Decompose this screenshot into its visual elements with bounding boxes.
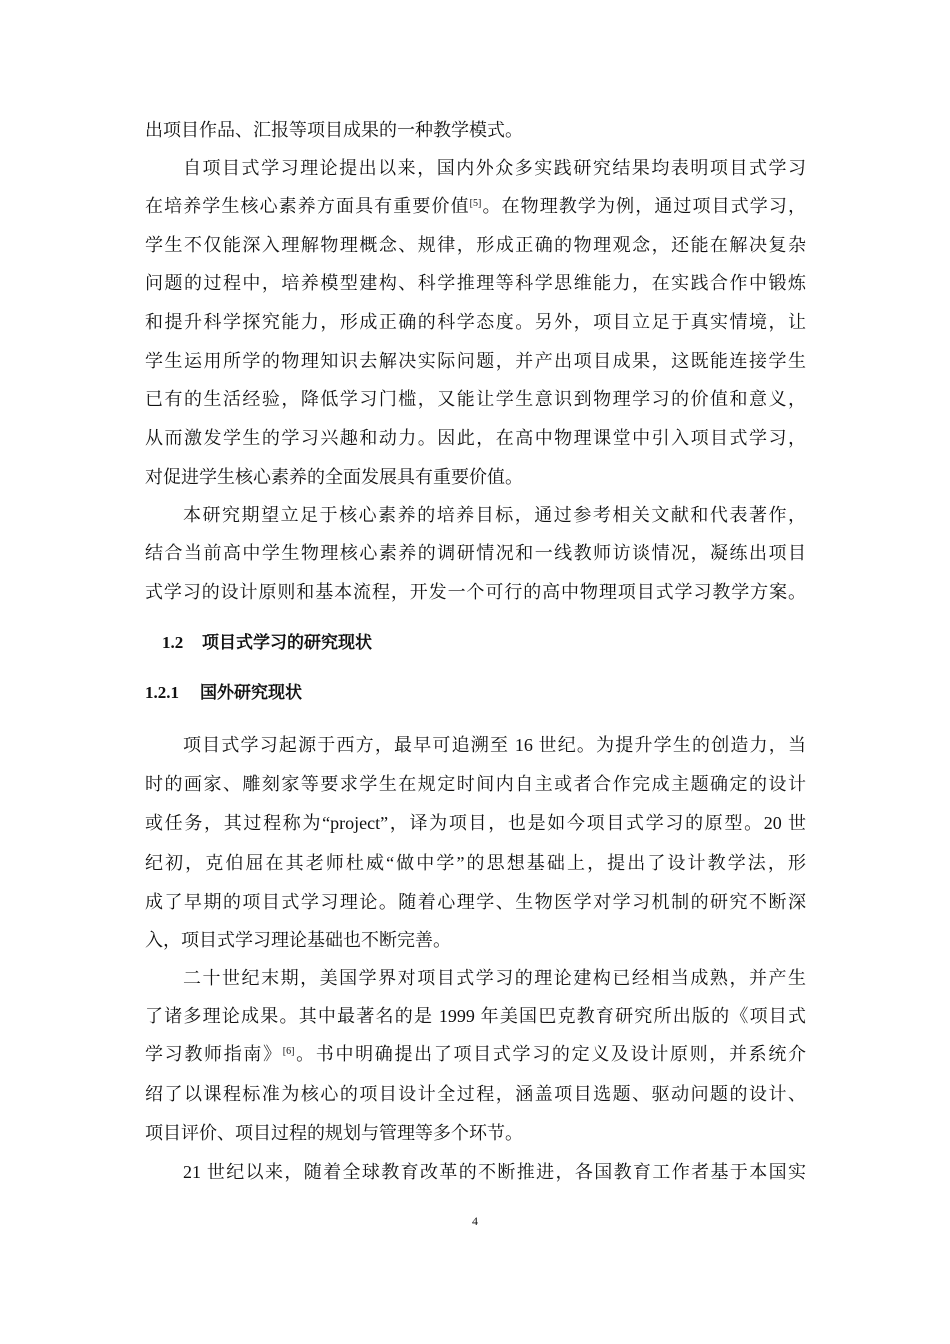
line-text: 和提升科学探究能力，形成正确的科学态度。另外，项目立足于真实情境，让 <box>145 312 806 332</box>
text-line <box>145 194 806 218</box>
page-number: 4 <box>472 1214 478 1228</box>
heading-title: 国外研究现状 <box>200 683 302 702</box>
text-line <box>145 118 806 142</box>
line-text: 。书中明确提出了项目式学习的定义及设计原则，并系统介 <box>294 1044 807 1064</box>
heading-number: 1.2.1 <box>145 683 179 702</box>
line-text: 入，项目式学习理论基础也不断完善。 <box>145 930 451 950</box>
line-text: 对促进学生核心素养的全面发展具有重要价值。 <box>145 467 523 487</box>
line-text: 项目评价、项目过程的规划与管理等多个环节。 <box>145 1123 523 1143</box>
text-line <box>183 966 806 990</box>
heading-number: 1.2 <box>162 633 184 652</box>
text-line <box>145 928 806 952</box>
text-line <box>183 503 806 527</box>
text-line <box>145 233 806 257</box>
text-line <box>145 1121 806 1145</box>
text-line <box>145 890 806 914</box>
line-text: 学习教师指南》 <box>145 1044 283 1064</box>
line-text: 。在物理教学为例，通过项目式学习， <box>481 196 807 216</box>
text-line <box>145 772 806 796</box>
line-text: 了诸多理论成果。其中最著名的是 1999 年美国巴克教育研究所出版的《项目式 <box>145 1006 806 1026</box>
text-line <box>183 1160 806 1184</box>
line-text: 结合当前高中学生物理核心素养的调研情况和一线教师访谈情况，凝练出项目 <box>145 543 806 563</box>
text-line <box>145 811 806 835</box>
line-text: 出项目作品、汇报等项目成果的一种教学模式。 <box>145 120 523 140</box>
line-text: 学生运用所学的物理知识去解决实际问题，并产出项目成果，这既能连接学生 <box>145 351 806 371</box>
line-text: 式学习的设计原则和基本流程，开发一个可行的高中物理项目式学习教学方案。 <box>145 582 806 602</box>
section-heading <box>145 681 302 705</box>
line-text: 在培养学生核心素养方面具有重要价值 <box>145 196 470 216</box>
line-text: 或任务，其过程称为“project”，译为项目，也是如今项目式学习的原型。20 世 <box>145 813 806 833</box>
section-heading <box>162 631 372 655</box>
line-text: 时的画家、雕刻家等要求学生在规定时间内自主或者合作完成主题确定的设计 <box>145 774 806 794</box>
line-text: 21 世纪以来，随着全球教育改革的不断推进，各国教育工作者基于本国实 <box>183 1162 806 1182</box>
text-line <box>145 580 806 604</box>
text-line <box>145 465 806 489</box>
text-line <box>145 426 806 450</box>
text-line <box>183 733 806 757</box>
line-text: 从而激发学生的学习兴趣和动力。因此，在高中物理课堂中引入项目式学习， <box>145 428 806 448</box>
line-text: 已有的生活经验，降低学习门槛，又能让学生意识到物理学习的价值和意义， <box>145 389 806 409</box>
text-line <box>145 310 806 334</box>
text-line <box>145 271 806 295</box>
line-text: 二十世纪末期，美国学界对项目式学习的理论建构已经相当成熟，并产生 <box>183 968 806 988</box>
line-text: 纪初，克伯屈在其老师杜威“做中学”的思想基础上，提出了设计教学法，形 <box>145 853 806 873</box>
text-line <box>145 1004 806 1028</box>
line-text: 成了早期的项目式学习理论。随着心理学、生物医学对学习机制的研究不断深 <box>145 892 806 912</box>
line-text: 学生不仅能深入理解物理概念、规律，形成正确的物理观念，还能在解决复杂 <box>145 235 806 255</box>
line-text: 项目式学习起源于西方，最早可追溯至 16 世纪。为提升学生的创造力，当 <box>183 735 806 755</box>
text-line <box>145 851 806 875</box>
text-line <box>183 156 806 180</box>
citation-ref[interactable]: [6] <box>282 1046 295 1057</box>
text-line <box>145 349 806 373</box>
line-text: 本研究期望立足于核心素养的培养目标，通过参考相关文献和代表著作， <box>183 505 806 525</box>
text-line <box>145 1082 806 1106</box>
text-line <box>145 387 806 411</box>
text-line <box>145 541 806 565</box>
text-line <box>145 1042 806 1066</box>
line-text: 自项目式学习理论提出以来，国内外众多实践研究结果均表明项目式学习 <box>183 158 806 178</box>
heading-title: 项目式学习的研究现状 <box>202 633 372 652</box>
citation-ref[interactable]: [5] <box>469 198 482 209</box>
line-text: 绍了以课程标准为核心的项目设计全过程，涵盖项目选题、驱动问题的设计、 <box>145 1084 806 1104</box>
line-text: 问题的过程中，培养模型建构、科学推理等科学思维能力，在实践合作中锻炼 <box>145 273 806 293</box>
